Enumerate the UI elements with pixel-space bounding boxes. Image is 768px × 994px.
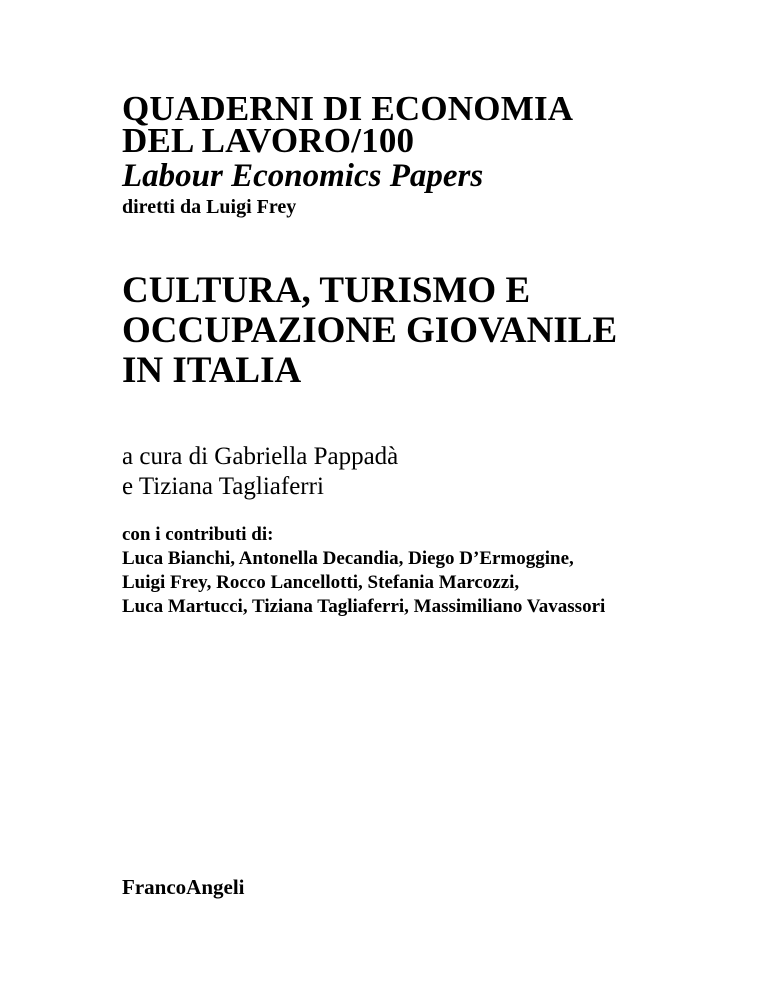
series-title-line-1: QUADERNI DI ECONOMIA	[122, 89, 574, 128]
book-title-line-2: OCCUPAZIONE GIOVANILE	[122, 310, 618, 351]
book-title	[122, 271, 742, 391]
contributors-line-3: Luca Martucci, Tiziana Tagliaferri, Massimiliano Vavassori	[122, 596, 606, 617]
contributors-line-2: Luigi Frey, Rocco Lancellotti, Stefania Marcozzi,	[122, 572, 520, 593]
editors-line-1: a cura di Gabriella Pappadà	[122, 443, 399, 470]
contributors-block	[122, 523, 742, 619]
book-title-line-1: CULTURA, TURISMO E	[122, 270, 531, 311]
series-block	[122, 89, 722, 220]
contributors-line-1: Luca Bianchi, Antonella Decandia, Diego D’Ermoggine,	[122, 548, 574, 569]
series-english-title: Labour Economics Papers	[122, 158, 484, 194]
book-title-line-3: IN ITALIA	[122, 350, 302, 391]
editors-line-2: e Tiziana Tagliaferri	[122, 473, 324, 500]
contributors-intro: con i contributi di:	[122, 524, 274, 545]
publisher-name: FrancoAngeli	[122, 875, 245, 899]
series-director: diretti da Luigi Frey	[122, 196, 297, 218]
editors-block	[122, 442, 682, 502]
series-title-line-2: DEL LAVORO/100	[122, 121, 415, 160]
